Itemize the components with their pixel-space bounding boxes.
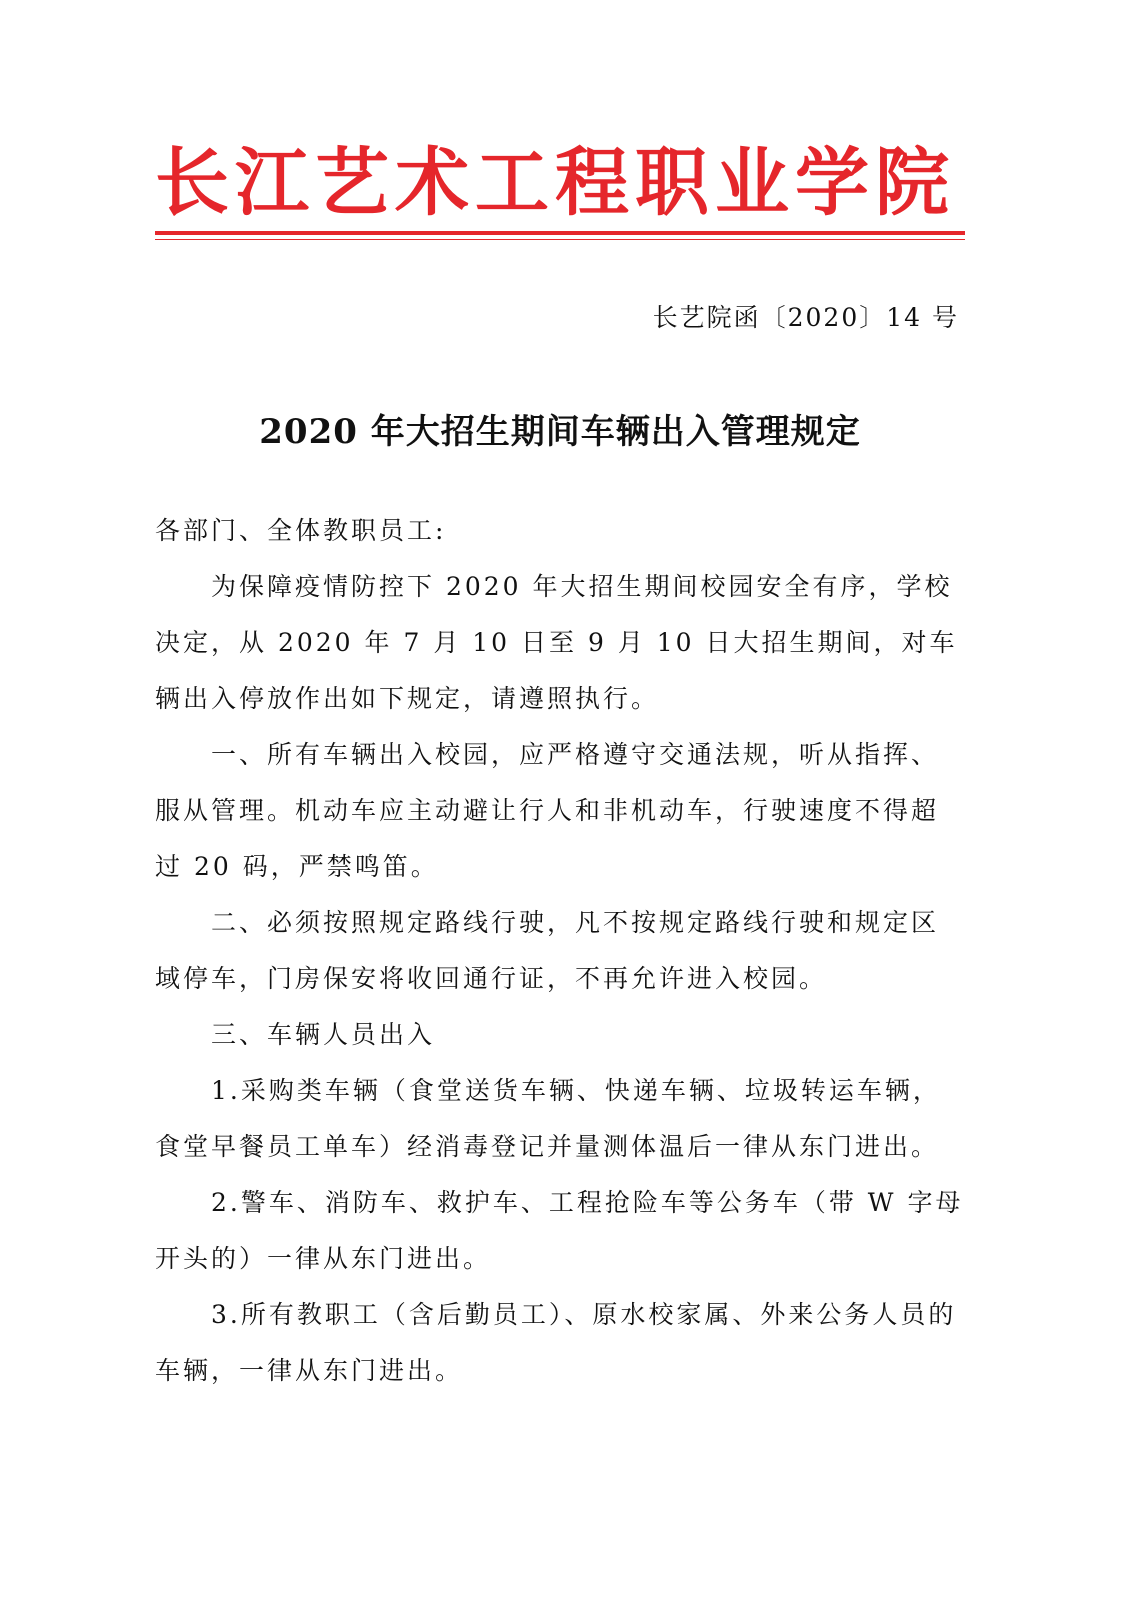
paragraph-item-3: 3.所有教职工（含后勤员工）、原水校家属、外来公务人员的车辆，一律从东门进出。 bbox=[155, 1300, 957, 1385]
document-number: 长艺院函〔2020〕14 号 bbox=[652, 303, 959, 332]
header-rule-thick bbox=[155, 231, 965, 235]
paragraph-rule-1: 一、所有车辆出入校园，应严格遵守交通法规，听从指挥、服从管理。机动车应主动避让行人和非机动车，行驶速度不得超过 20 码，严禁鸣笛。 bbox=[155, 740, 940, 881]
document-title: 2020 年大招生期间车辆出入管理规定 bbox=[259, 412, 861, 452]
paragraph-item-2: 2.警车、消防车、救护车、工程抢险车等公务车（带 W 字母开头的）一律从东门进出。 bbox=[155, 1188, 964, 1273]
header-rule-thin bbox=[155, 239, 965, 240]
institution-header: 长江艺术工程职业学院 bbox=[155, 140, 955, 226]
document-body bbox=[155, 503, 965, 1399]
paragraph-intro: 为保障疫情防控下 2020 年大招生期间校园安全有序，学校决定，从 2020 年 7 月 10 日至 9 月 10 日大招生期间，对车辆出入停放作出如下规定，请遵照执行。 bbox=[155, 572, 958, 713]
paragraph-rule-2: 二、必须按照规定路线行驶，凡不按规定路线行驶和规定区域停车，门房保安将收回通行证，不再允许进入校园。 bbox=[155, 908, 940, 993]
paragraph-item-1: 1.采购类车辆（食堂送货车辆、快递车辆、垃圾转运车辆，食堂早餐员工单车）经消毒登记并量测体温后一律从东门进出。 bbox=[155, 1076, 941, 1161]
paragraph-rule-3-heading: 三、车辆人员出入 bbox=[211, 1020, 436, 1049]
salutation: 各部门、全体教职员工: bbox=[155, 516, 447, 545]
